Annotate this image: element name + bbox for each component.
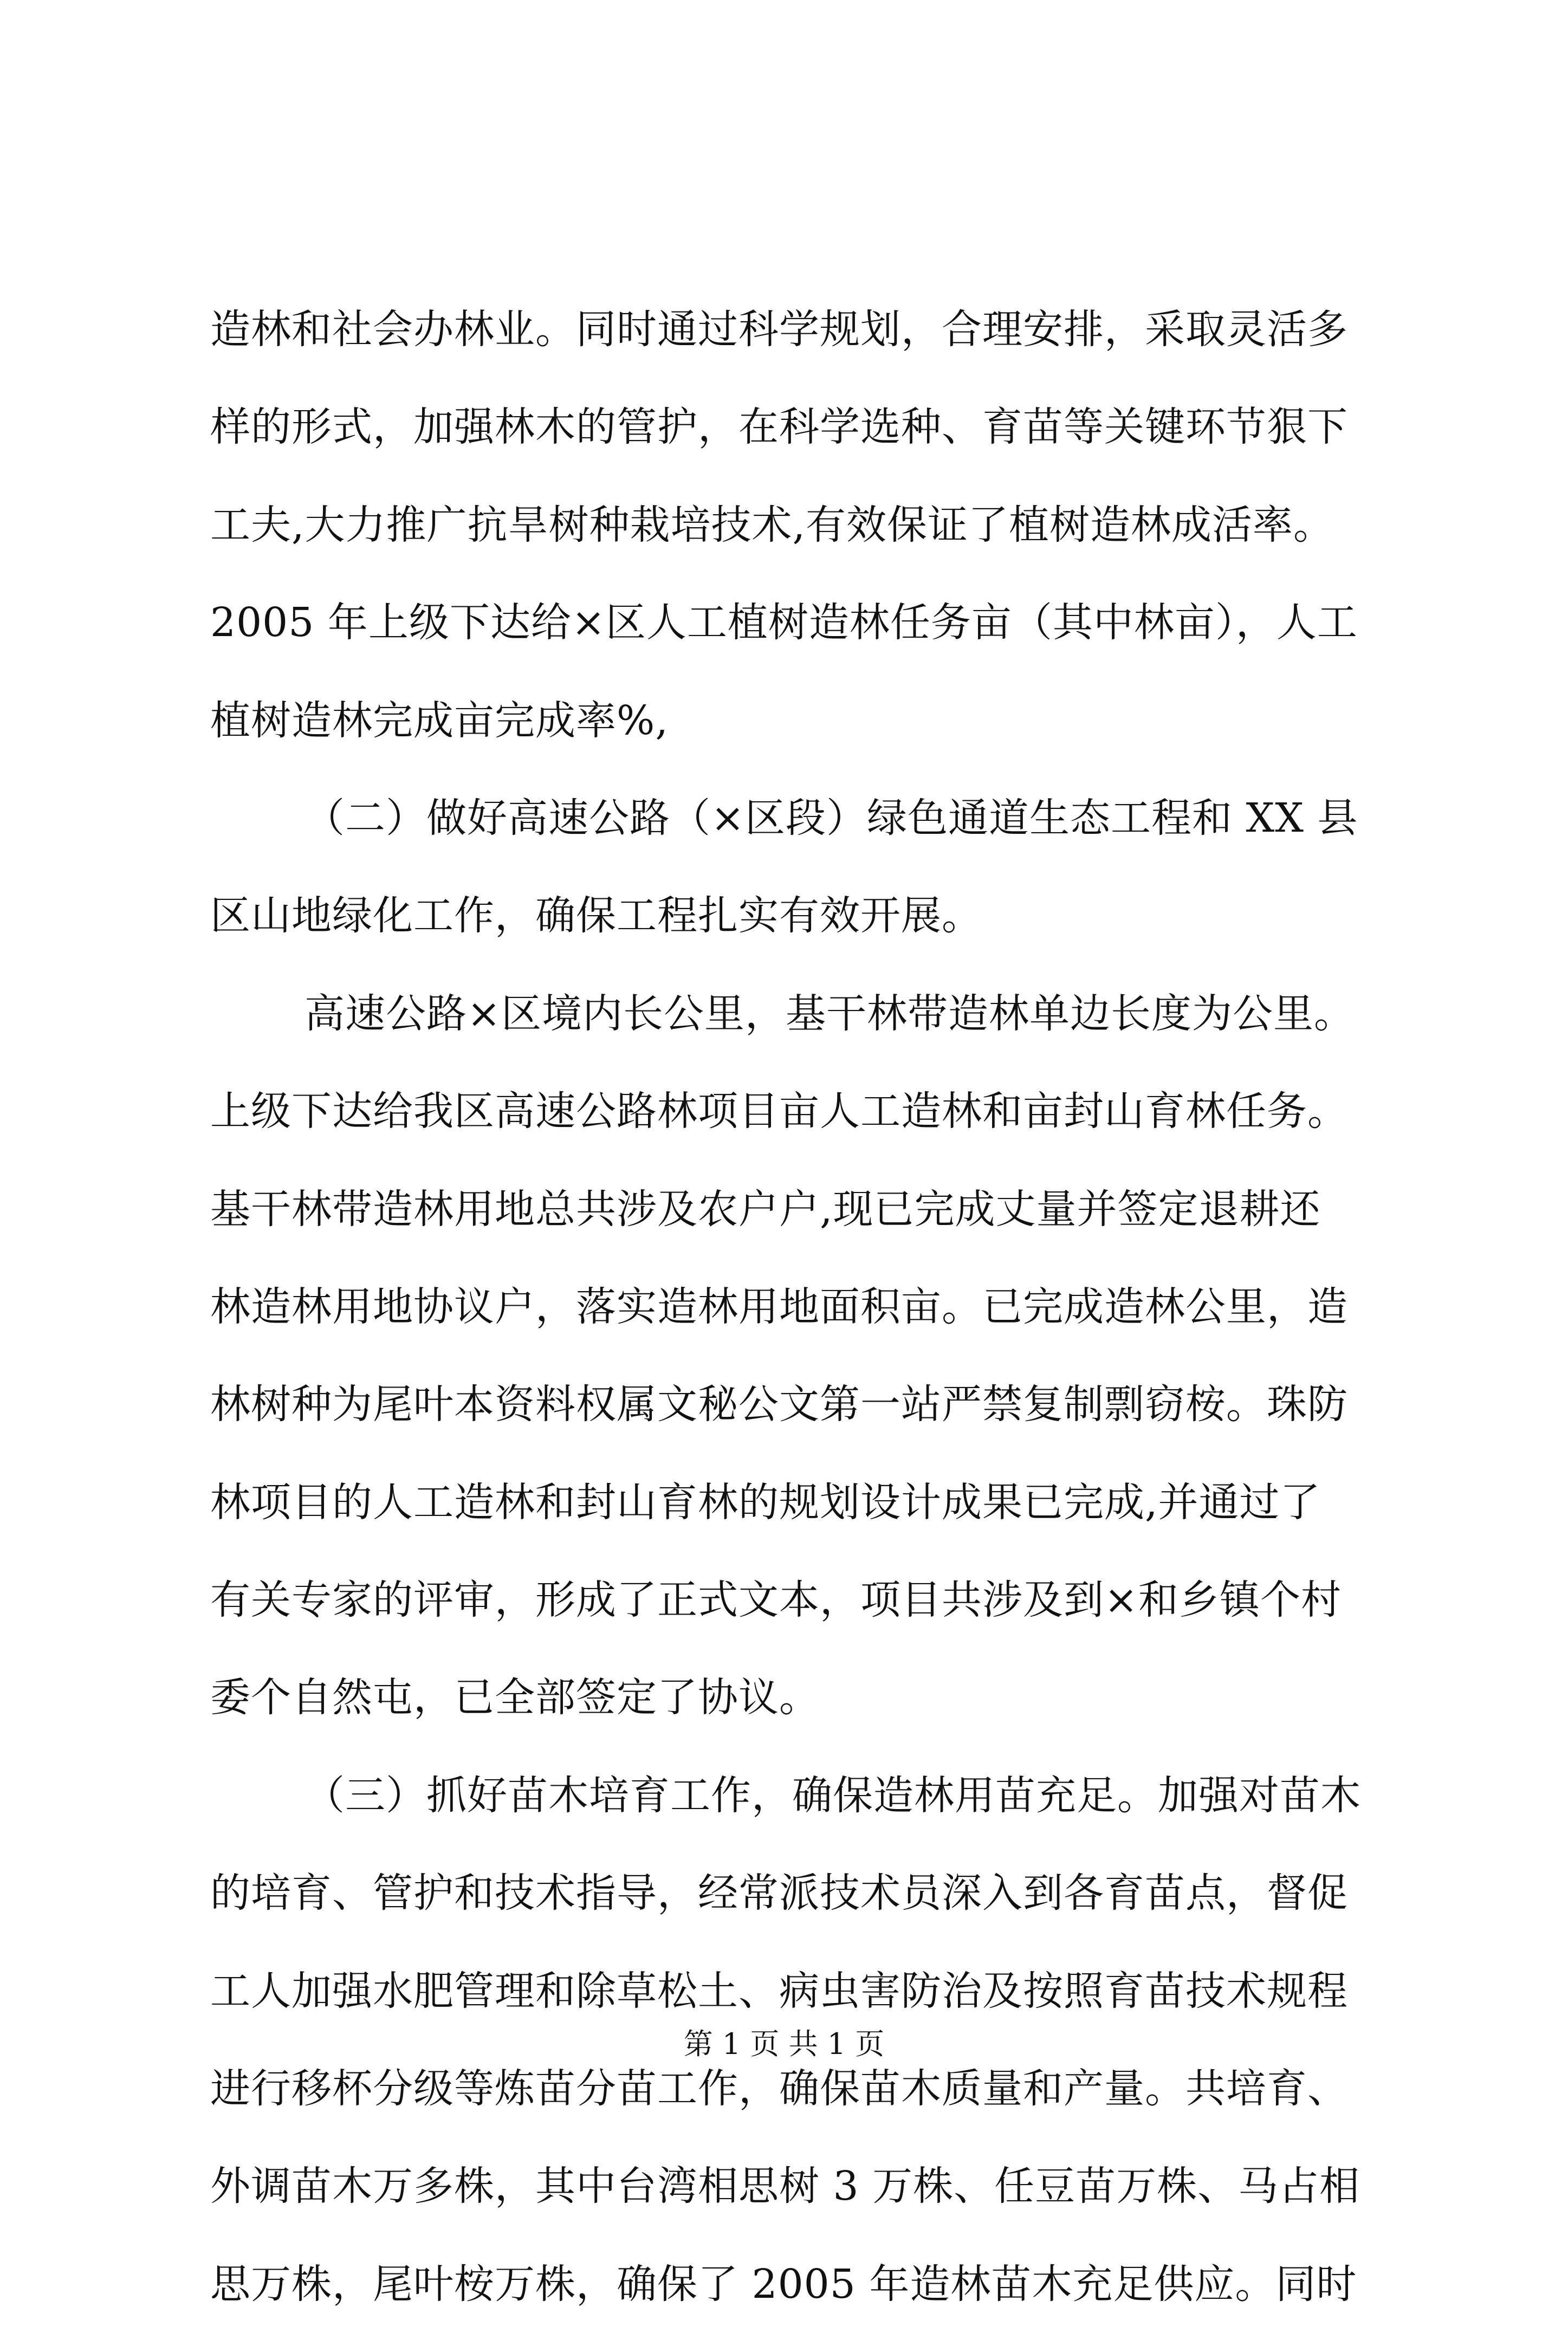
section-heading-2: （二）做好高速公路（×区段）绿色通道生态工程和 XX 县 bbox=[304, 794, 1358, 841]
section-heading-3: （三）抓好苗木培育工作，确保造林用苗充足。加强对苗木 bbox=[304, 1772, 1361, 1819]
text-line: 外调苗木万多株，其中台湾相思树 3 万株、任豆苗万株、马占相 bbox=[210, 2163, 1360, 2210]
paragraph-start: 高速公路×区境内长公里，基干林带造林单边长度为公里。 bbox=[304, 990, 1355, 1037]
text-line: 林造林用地协议户，落实造林用地面积亩。已完成造林公里，造 bbox=[210, 1283, 1348, 1330]
text-line: 林树种为尾叶本资料权属文秘公文第一站严禁复制剽窃桉。珠防 bbox=[210, 1381, 1348, 1428]
text-line: 2005 年上级下达给×区人工植树造林任务亩（其中林亩），人工 bbox=[210, 599, 1358, 646]
text-line: 思万株，尾叶桉万株，确保了 2005 年造林苗木充足供应。同时 bbox=[210, 2260, 1357, 2308]
text-line: 有关专家的评审，形成了正式文本，项目共涉及到×和乡镇个村 bbox=[210, 1577, 1342, 1624]
text-line: 样的形式，加强林木的管护，在科学选种、育苗等关键环节狠下 bbox=[210, 404, 1348, 451]
text-line: 工人加强水肥管理和除草松土、病虫害防治及按照育苗技术规程 bbox=[210, 1967, 1348, 2014]
text-line: 委个自然屯，已全部签定了协议。 bbox=[210, 1674, 820, 1721]
text-line: 基干林带造林用地总共涉及农户户,现已完成丈量并签定退耕还 bbox=[210, 1185, 1321, 1233]
text-line: 植树造林完成亩完成率%, bbox=[210, 697, 669, 744]
text-line: 区山地绿化工作，确保工程扎实有效开展。 bbox=[210, 892, 982, 939]
text-line: 工夫,大力推广抗旱树种栽培技术,有效保证了植树造林成活率。 bbox=[210, 501, 1334, 548]
text-line: 的培育、管护和技术指导，经常派技术员深入到各育苗点，督促 bbox=[210, 1870, 1348, 1917]
text-line: 上级下达给我区高速公路林项目亩人工造林和亩封山育林任务。 bbox=[210, 1088, 1348, 1135]
text-line: 造林和社会办林业。同时通过科学规划，合理安排，采取灵活多 bbox=[210, 306, 1348, 353]
text-line: 林项目的人工造林和封山育林的规划设计成果已完成,并通过了 bbox=[210, 1479, 1321, 1526]
page-number-footer: 第 1 页 共 1 页 bbox=[683, 2027, 885, 2061]
text-line: 进行移杯分级等炼苗分苗工作，确保苗木质量和产量。共培育、 bbox=[210, 2065, 1348, 2112]
